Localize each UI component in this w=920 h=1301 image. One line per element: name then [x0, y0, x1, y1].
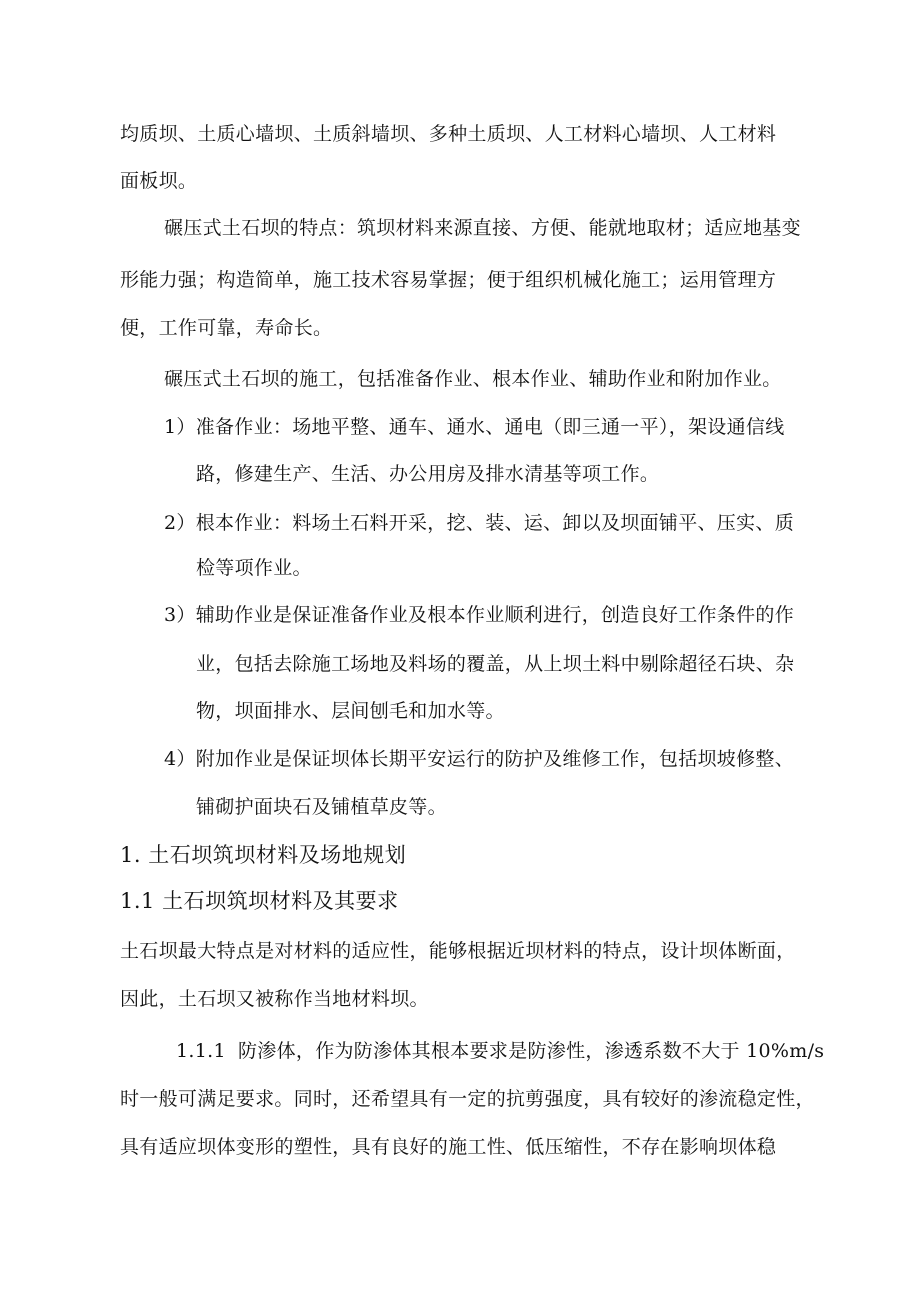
list-item-4-line-1: 4）附加作业是保证坝体长期平安运行的防护及维修工作，包括坝坡修整、 [164, 748, 794, 770]
features-line-1: 碾压式土石坝的特点：筑坝材料来源直接、方便、能就地取材；适应地基变 [164, 217, 801, 239]
list-item-2-line-1: 2）根本作业：料场土石料开采，挖、装、运、卸以及坝面铺平、压实、质 [164, 512, 794, 534]
material-line-1: 土石坝最大特点是对材料的适应性，能够根据近坝材料的特点，设计坝体断面， [120, 940, 796, 962]
section-heading-1-1: 1.1 土石坝筑坝材料及其要求 [120, 889, 399, 913]
list-item-1-line-2: 路，修建生产、生活、办公用房及排水清基等项工作。 [196, 463, 660, 485]
list-item-4-line-2: 铺砌护面块石及铺植草皮等。 [196, 796, 447, 818]
list-item-1-line-1: 1）准备作业：场地平整、通车、通水、通电（即三通一平），架设通信线 [164, 416, 785, 438]
seepage-line-3: 具有适应坝体变形的塑性，具有良好的施工性、低压缩性，不存在影响坝体稳 [120, 1136, 777, 1158]
list-item-3-line-3: 物，坝面排水、层间刨毛和加水等。 [196, 700, 505, 722]
intro-line-1: 均质坝、土质心墙坝、土质斜墙坝、多种土质坝、人工材料心墙坝、人工材料 [120, 123, 777, 145]
section-heading-1: 1. 土石坝筑坝材料及场地规划 [120, 843, 407, 867]
list-item-2-line-2: 检等项作业。 [196, 557, 312, 579]
features-line-3: 便，工作可靠，寿命长。 [120, 317, 333, 339]
intro-line-2: 面板坝。 [120, 170, 198, 192]
material-line-2: 因此，土石坝又被称作当地材料坝。 [120, 988, 429, 1010]
seepage-line-2: 时一般可满足要求。同时，还希望具有一定的抗剪强度，具有较好的渗流稳定性， [120, 1088, 815, 1110]
seepage-line-1: 防渗体，作为防渗体其根本要求是防渗性，渗透系数不大于 10%m/s [238, 1040, 825, 1062]
seepage-section-number: 1.1.1 [176, 1040, 226, 1062]
list-item-3-line-2: 业，包括去除施工场地及料场的覆盖，从上坝土料中剔除超径石块、杂 [196, 653, 795, 675]
features-line-2: 形能力强；构造简单，施工技术容易掌握；便于组织机械化施工；运用管理方 [120, 269, 777, 291]
list-item-3-line-1: 3）辅助作业是保证准备作业及根本作业顺利进行，创造良好工作条件的作 [164, 604, 794, 626]
construction-intro: 碾压式土石坝的施工，包括准备作业、根本作业、辅助作业和附加作业。 [164, 368, 782, 390]
